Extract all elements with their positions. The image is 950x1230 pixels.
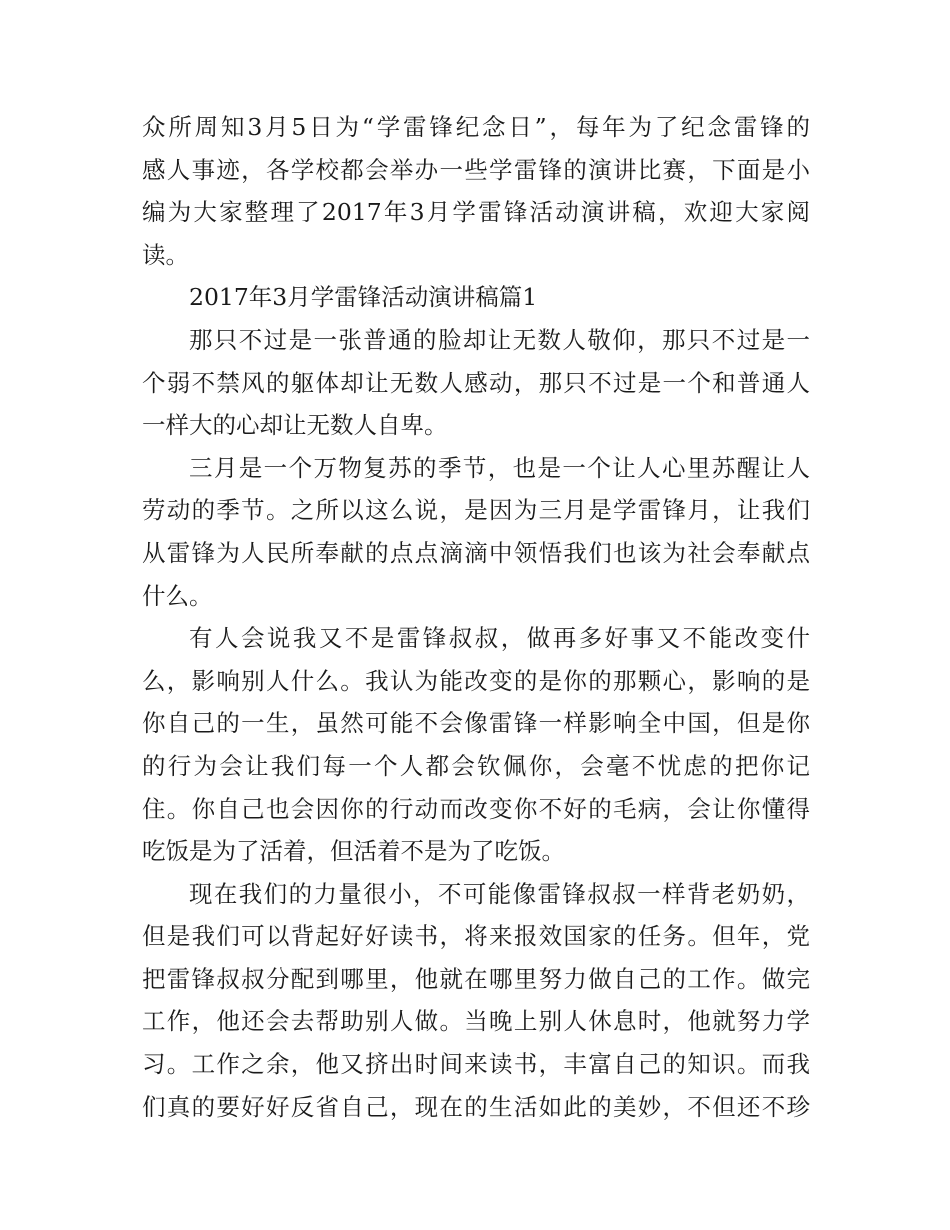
text-line: 劳动的季节。之所以这么说，是因为三月是学雷锋月，让我们	[142, 496, 810, 525]
intro-paragraph	[142, 106, 810, 276]
text-line: 读。	[142, 240, 189, 269]
paragraph-1	[142, 319, 810, 447]
text-line: 那只不过是一张普通的脸却让无数人敬仰，那只不过是一	[189, 325, 810, 354]
text-line: 们真的要好好反省自己，现在的生活如此的美妙，不但还不珍	[142, 1092, 810, 1121]
text-line: 从雷锋为人民所奉献的点点滴滴中领悟我们也该为社会奉献点	[142, 538, 810, 567]
section-title: 2017年3月学雷锋活动演讲稿篇1	[189, 283, 538, 312]
document-body	[142, 106, 810, 1128]
paragraph-4	[142, 873, 810, 1129]
text-line: 但是我们可以背起好好读书，将来报效国家的任务。但年，党	[142, 922, 810, 951]
text-line: 感人事迹，各学校都会举办一些学雷锋的演讲比赛，下面是小	[142, 155, 810, 184]
text-line: 什么。	[142, 581, 213, 610]
text-line: 你自己的一生，虽然可能不会像雷锋一样影响全中国，但是你	[142, 709, 810, 738]
text-line: 有人会说我又不是雷锋叔叔，做再多好事又不能改变什	[189, 624, 810, 653]
text-line: 习。工作之余，他又挤出时间来读书，丰富自己的知识。而我	[142, 1050, 810, 1079]
text-line: 众所周知3月5日为“学雷锋纪念日”，每年为了纪念雷锋的	[142, 113, 810, 141]
text-line: 三月是一个万物复苏的季节，也是一个让人心里苏醒让人	[189, 453, 810, 482]
text-line: 的行为会让我们每一个人都会钦佩你，会毫不忧虑的把你记	[142, 751, 810, 780]
text-line: 编为大家整理了2017年3月学雷锋活动演讲稿，欢迎大家阅	[142, 198, 810, 227]
text-line: 现在我们的力量很小，不可能像雷锋叔叔一样背老奶奶，	[189, 879, 810, 908]
text-line: 个弱不禁风的躯体却让无数人感动，那只不过是一个和普通人	[142, 368, 810, 397]
paragraph-3	[142, 617, 810, 873]
paragraph-2	[142, 447, 810, 617]
text-line: 工作，他还会去帮助别人做。当晚上别人休息时，他就努力学	[142, 1007, 810, 1036]
text-line: 把雷锋叔叔分配到哪里，他就在哪里努力做自己的工作。做完	[142, 964, 810, 993]
text-line: 么，影响别人什么。我认为能改变的是你的那颗心，影响的是	[142, 666, 810, 695]
text-line: 吃饭是为了活着，但活着不是为了吃饭。	[142, 837, 565, 866]
text-line: 住。你自己也会因你的行动而改变你不好的毛病，会让你懂得	[142, 794, 810, 823]
text-line: 一样大的心却让无数人自卑。	[142, 411, 448, 440]
